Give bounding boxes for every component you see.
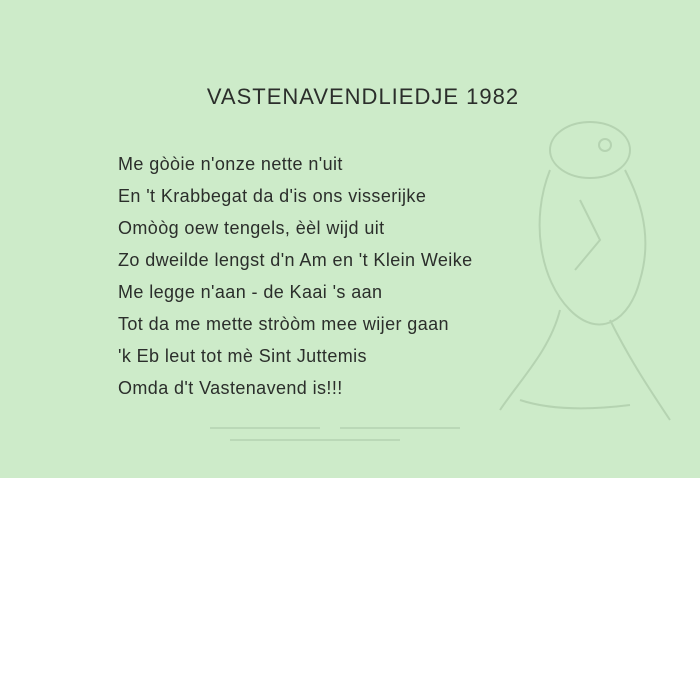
faint-show-through-illustration bbox=[460, 110, 700, 450]
lyric-line: Zo dweilde lengst d'n Am en 't Klein Weike bbox=[118, 250, 473, 270]
song-lyrics bbox=[118, 148, 473, 404]
lyric-line: Omda d't Vastenavend is!!! bbox=[118, 378, 343, 398]
lyric-line: Omòòg oew tengels, èèl wijd uit bbox=[118, 218, 385, 238]
lyric-line: 'k Eb leut tot mè Sint Juttemis bbox=[118, 346, 367, 366]
lyric-line: Me legge n'aan - de Kaai 's aan bbox=[118, 282, 383, 302]
lyric-line: Me gòòie n'onze nette n'uit bbox=[118, 154, 343, 174]
faint-show-through-text bbox=[200, 418, 500, 448]
lyric-line: Tot da me mette stròòm mee wijer gaan bbox=[118, 314, 449, 334]
lyric-line: En 't Krabbegat da d'is ons visserijke bbox=[118, 186, 427, 206]
song-title: VASTENAVENDLIEDJE 1982 bbox=[206, 84, 520, 109]
